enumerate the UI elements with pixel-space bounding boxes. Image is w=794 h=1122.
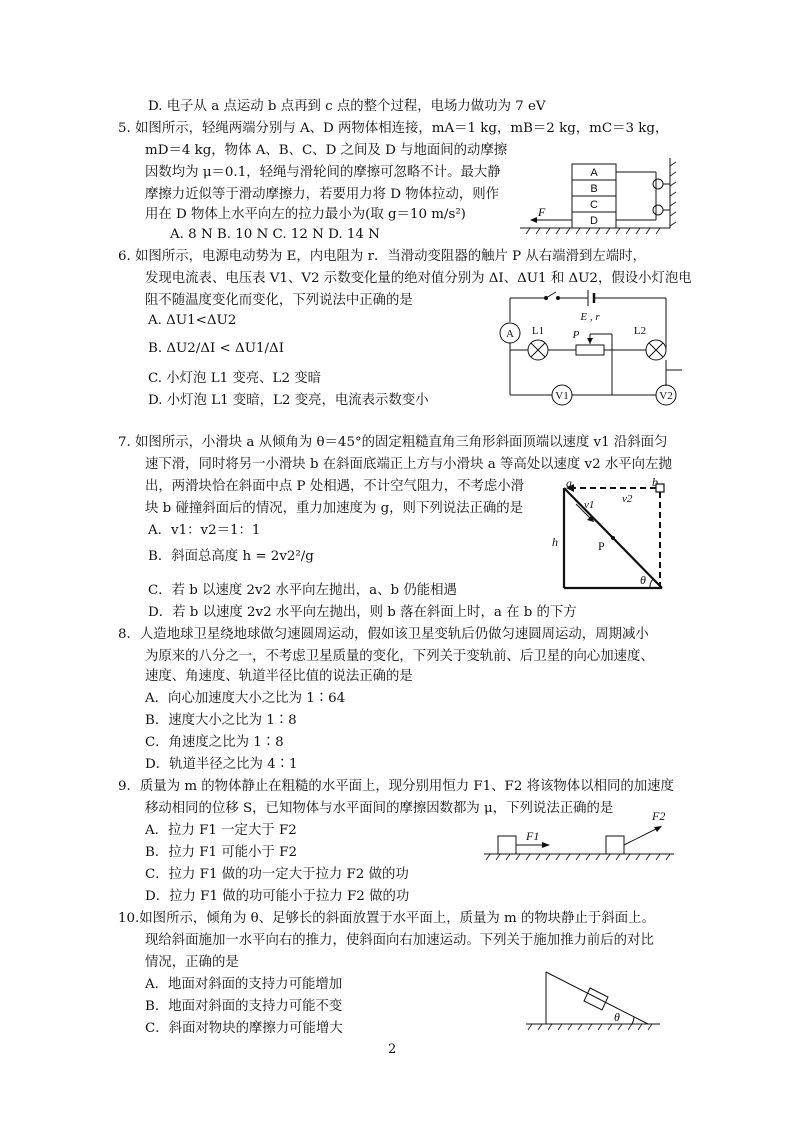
q10-stem-2: 现给斜面施加一水平向右的推力，使斜面向右加速运动。下列关于施加推力前后的对比 (145, 933, 654, 948)
q9-stem-2: 移动相同的位移 S，已知物体与水平面间的摩擦因数都为 μ，下列说法正确的是 (145, 801, 614, 816)
q7-stem-2: 速下滑，同时将另一小滑块 b 在斜面底端正上方与小滑块 a 等高处以速度 v2 水平向左抛 (145, 457, 672, 472)
q9-option-c: C．拉力 F1 做的功一定大于拉力 F2 做的功 (145, 867, 409, 882)
block-b-label: B (590, 183, 598, 195)
q6-option-b: B. ΔU2/ΔI < ΔU1/ΔI (148, 341, 284, 356)
q10-option-b: B．地面对斜面的支持力可能不变 (145, 999, 343, 1014)
block-a-label: a (566, 476, 572, 490)
q10-stem-1: 10.如图所示，倾角为 θ、足够长的斜面放置于水平面上，质量为 m 的物块静止于斜面上。 (118, 911, 655, 926)
point-p-label: P (598, 539, 605, 553)
q10-option-a: A．地面对斜面的支持力可能增加 (145, 977, 343, 992)
f2-label: F2 (652, 809, 666, 823)
q7-option-a: A．v1：v2＝1：1 (148, 523, 261, 538)
q10-option-c: C．斜面对物块的摩擦力可能增大 (145, 1021, 343, 1036)
lamp2-label: L2 (633, 325, 647, 337)
theta-label: θ (640, 573, 646, 587)
theta-label: θ (614, 1010, 620, 1024)
page-number: 2 (388, 1042, 397, 1057)
q10-stem-3: 情况，正确的是 (145, 955, 239, 970)
height-label: h (552, 535, 558, 549)
q9-force-figure (484, 809, 674, 864)
q9-option-a: A．拉力 F1 一定大于 F2 (145, 823, 297, 838)
q6-stem-3: 阻不随温度变化而变化，下列说法中正确的是 (145, 293, 413, 308)
q5-stem-4: 摩擦力近似等于滑动摩擦力，若要用力将 D 物体拉动，则作 (145, 187, 500, 202)
ammeter-label: A (506, 328, 514, 340)
q8-option-d: D．轨道半径之比为 4∶1 (145, 757, 298, 772)
q6-stem-2: 发现电流表、电压表 V1、V2 示数变化量的绝对值分别为 ΔI、ΔU1 和 ΔU2，假设小灯泡电 (145, 271, 692, 286)
q5-stem-1: 5. 如图所示，轻绳两端分别与 A、D 两物体相连接，mA＝1 kg，mB＝2 kg，mC＝3 kg， (118, 121, 669, 136)
q8-stem-3: 速度、角速度、轨道半径比值的说法正确的是 (145, 669, 413, 684)
q6-option-d: D. 小灯泡 L1 变暗，L2 变亮，电流表示数变小 (148, 393, 429, 408)
q6-stem-1: 6. 如图所示，电源电动势为 E，内电阻为 r．当滑动变阻器的触片 P 从右端滑到左端时， (118, 249, 646, 264)
q8-option-b: B．速度大小之比为 1∶8 (145, 713, 297, 728)
v1-label: v1 (584, 499, 595, 511)
emf-label: E , r (580, 311, 600, 323)
q7-option-d: D．若 b 以速度 2v2 水平向左抛出，则 b 落在斜面上时，a 在 b 的下方 (148, 605, 577, 620)
q8-stem-1: 8．人造地球卫星绕地球做匀速圆周运动，假如该卫星变轨后仍做匀速圆周运动，周期减小 (118, 627, 649, 642)
q5-figure (520, 158, 690, 238)
q8-option-a: A．向心加速度大小之比为 1∶64 (145, 691, 346, 706)
q6-option-a: A. ΔU1<ΔU2 (148, 313, 237, 328)
q4-option-d: D. 电子从 a 点运动 b 点再到 c 点的整个过程，电场力做功为 7 eV (148, 99, 546, 114)
q6-option-c: C. 小灯泡 L1 变亮、L2 变暗 (148, 371, 321, 386)
q9-option-d: D．拉力 F1 做的功可能小于拉力 F2 做的功 (145, 889, 410, 904)
q10-incline-figure (526, 966, 662, 1032)
q5-stem-3: 因数均为 μ＝0.1，轻绳与滑轮间的摩擦可忽略不计。最大静 (145, 165, 501, 180)
q5-stem-5: 用在 D 物体上水平向左的拉力最小为(取 g＝10 m/s²) (145, 207, 466, 222)
q8-stem-2: 为原来的八分之一，不考虑卫星质量的变化，下列关于变轨前、后卫星的向心加速度、 (145, 649, 654, 664)
f1-label: F1 (526, 829, 540, 843)
q8-option-c: C．角速度之比为 1∶8 (145, 735, 284, 750)
q5-stem-2: mD＝4 kg，物体 A、B、C、D 之间及 D 与地面间的动摩擦 (145, 143, 508, 158)
block-a-label: A (590, 167, 598, 179)
q5-options: A. 8 N B. 10 N C. 12 N D. 14 N (170, 227, 380, 242)
q9-stem-1: 9．质量为 m 的物体静止在粗糙的水平面上，现分别用恒力 F1、F2 将该物体以相同的加速度 (118, 779, 674, 794)
block-d-label: D (590, 215, 598, 227)
v2-label: v2 (622, 493, 633, 505)
q6-circuit-figure (494, 290, 684, 410)
q7-stem-1: 7. 如图所示，小滑块 a 从倾角为 θ＝45°的固定粗糙直角三角形斜面顶端以速度 v1 沿斜面匀 (118, 435, 668, 450)
v2-label: V2 (659, 390, 673, 402)
force-f-label: F (538, 205, 546, 219)
slider-label: P (572, 329, 580, 341)
v1-label: V1 (555, 390, 569, 402)
block-c-label: C (590, 199, 598, 211)
q7-stem-3: 出，两滑块恰在斜面中点 P 处相遇，不计空气阻力，不考虑小滑 (145, 479, 525, 494)
q7-incline-figure (552, 475, 672, 594)
block-b-label: b (652, 475, 658, 489)
lamp1-label: L1 (531, 325, 545, 337)
q7-option-c: C．若 b 以速度 2v2 水平向左抛出，a、b 仍能相遇 (148, 583, 457, 598)
q7-stem-4: 块 b 碰撞斜面后的情况，重力加速度为 g，则下列说法正确的是 (145, 501, 524, 516)
q7-option-b: B．斜面总高度 h = 2v2²/g (148, 549, 314, 564)
q9-option-b: B．拉力 F1 可能小于 F2 (145, 845, 297, 860)
